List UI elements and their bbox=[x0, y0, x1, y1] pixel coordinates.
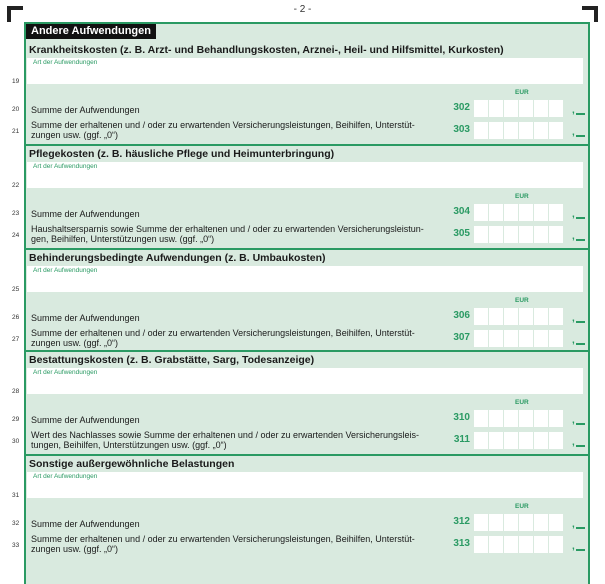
digit-box[interactable] bbox=[534, 204, 548, 221]
field-code: 313 bbox=[453, 538, 470, 549]
digit-box[interactable] bbox=[519, 330, 533, 347]
amount-input[interactable] bbox=[474, 308, 563, 325]
line-number: 27 bbox=[12, 336, 20, 343]
amount-input[interactable] bbox=[474, 330, 563, 347]
digit-box[interactable] bbox=[549, 100, 563, 117]
digit-box[interactable] bbox=[534, 432, 548, 449]
row-label: Summe der Aufwendungen bbox=[31, 105, 140, 115]
digit-box[interactable] bbox=[474, 410, 488, 427]
digit-box[interactable] bbox=[489, 410, 503, 427]
digit-box[interactable] bbox=[534, 100, 548, 117]
art-label: Art der Aufwendungen bbox=[30, 162, 100, 171]
digit-box[interactable] bbox=[474, 514, 488, 531]
digit-box[interactable] bbox=[534, 330, 548, 347]
row-label: Summe der erhaltenen und / oder zu erwartenden Versicherungsleistungen, Beihilfen, Unterstüt- zungen usw. (ggf. „0“) bbox=[31, 120, 415, 140]
digit-box[interactable] bbox=[519, 514, 533, 531]
cents-dash bbox=[576, 239, 585, 241]
digit-box[interactable] bbox=[474, 536, 488, 553]
digit-box[interactable] bbox=[489, 432, 503, 449]
amount-input[interactable] bbox=[474, 514, 563, 531]
line-number: 32 bbox=[12, 520, 20, 527]
decimal-comma: , bbox=[572, 209, 575, 220]
digit-box[interactable] bbox=[504, 330, 518, 347]
row-label: Summe der erhaltenen und / oder zu erwartenden Versicherungsleistungen, Beihilfen, Unterstüt- zungen usw. (ggf. „0“) bbox=[31, 534, 415, 554]
digit-box[interactable] bbox=[504, 536, 518, 553]
digit-box[interactable] bbox=[519, 226, 533, 243]
row-label: Wert des Nachlasses sowie Summe der erhaltenen und / oder zu erwartenden Versicherungsleis- tungen, Beihilfen, Unterstützungen usw. (ggf. „0“) bbox=[31, 430, 420, 450]
digit-box[interactable] bbox=[504, 410, 518, 427]
cents-dash bbox=[576, 321, 585, 323]
amount-input[interactable] bbox=[474, 432, 563, 449]
cents-dash bbox=[576, 135, 585, 137]
amount-input[interactable] bbox=[474, 536, 563, 553]
eur-label: EUR bbox=[515, 193, 529, 200]
art-input-row[interactable] bbox=[27, 368, 583, 394]
field-code: 305 bbox=[453, 228, 470, 239]
digit-box[interactable] bbox=[489, 122, 503, 139]
digit-box[interactable] bbox=[489, 308, 503, 325]
eur-label: EUR bbox=[515, 399, 529, 406]
digit-box[interactable] bbox=[534, 514, 548, 531]
row-label: Summe der Aufwendungen bbox=[31, 519, 140, 529]
digit-box[interactable] bbox=[534, 308, 548, 325]
decimal-comma: , bbox=[572, 127, 575, 138]
digit-box[interactable] bbox=[549, 308, 563, 325]
line-number: 22 bbox=[12, 182, 20, 189]
cents-dash bbox=[576, 527, 585, 529]
section-title: Behinderungsbedingte Aufwendungen (z. B. Umbaukosten) bbox=[29, 252, 326, 264]
digit-box[interactable] bbox=[519, 308, 533, 325]
line-number: 20 bbox=[12, 106, 20, 113]
digit-box[interactable] bbox=[504, 122, 518, 139]
cents-dash bbox=[576, 549, 585, 551]
art-label: Art der Aufwendungen bbox=[30, 368, 100, 377]
digit-box[interactable] bbox=[549, 204, 563, 221]
digit-box[interactable] bbox=[549, 122, 563, 139]
field-code: 312 bbox=[453, 516, 470, 527]
line-number: 31 bbox=[12, 492, 20, 499]
decimal-comma: , bbox=[572, 335, 575, 346]
field-code: 307 bbox=[453, 332, 470, 343]
art-label: Art der Aufwendungen bbox=[30, 472, 100, 481]
field-code: 303 bbox=[453, 124, 470, 135]
digit-box[interactable] bbox=[534, 226, 548, 243]
art-label: Art der Aufwendungen bbox=[30, 58, 100, 67]
digit-box[interactable] bbox=[489, 330, 503, 347]
decimal-comma: , bbox=[572, 519, 575, 530]
decimal-comma: , bbox=[572, 541, 575, 552]
row-label: Summe der Aufwendungen bbox=[31, 209, 140, 219]
field-code: 302 bbox=[453, 102, 470, 113]
digit-box[interactable] bbox=[504, 100, 518, 117]
digit-box[interactable] bbox=[519, 432, 533, 449]
line-number: 30 bbox=[12, 438, 20, 445]
form-section bbox=[12, 146, 590, 248]
section-title: Sonstige außergewöhnliche Belastungen bbox=[29, 458, 235, 470]
eur-label: EUR bbox=[515, 297, 529, 304]
row-label: Haushaltsersparnis sowie Summe der erhaltenen und / oder zu erwartenden Versicherungsleistun- gen, Beihilfen, Unterstützungen usw. (ggf. „0“) bbox=[31, 224, 424, 244]
row-label: Summe der Aufwendungen bbox=[31, 415, 140, 425]
digit-box[interactable] bbox=[504, 514, 518, 531]
digit-box[interactable] bbox=[474, 204, 488, 221]
digit-box[interactable] bbox=[504, 226, 518, 243]
decimal-comma: , bbox=[572, 313, 575, 324]
form-section bbox=[12, 42, 590, 144]
digit-box[interactable] bbox=[474, 226, 488, 243]
cents-dash bbox=[576, 445, 585, 447]
digit-box[interactable] bbox=[489, 100, 503, 117]
digit-box[interactable] bbox=[504, 432, 518, 449]
digit-box[interactable] bbox=[474, 122, 488, 139]
digit-box[interactable] bbox=[519, 204, 533, 221]
amount-input[interactable] bbox=[474, 204, 563, 221]
cents-dash bbox=[576, 423, 585, 425]
field-code: 311 bbox=[453, 434, 470, 445]
line-number: 29 bbox=[12, 416, 20, 423]
digit-box[interactable] bbox=[549, 330, 563, 347]
field-code: 304 bbox=[453, 206, 470, 217]
art-input-row[interactable] bbox=[27, 266, 583, 292]
form-section bbox=[12, 250, 590, 352]
art-input-row[interactable] bbox=[27, 162, 583, 188]
eur-label: EUR bbox=[515, 503, 529, 510]
decimal-comma: , bbox=[572, 437, 575, 448]
amount-input[interactable] bbox=[474, 100, 563, 117]
art-input-row[interactable] bbox=[27, 472, 583, 498]
art-input-row[interactable] bbox=[27, 58, 583, 84]
digit-box[interactable] bbox=[504, 308, 518, 325]
form-section bbox=[12, 456, 590, 558]
line-number: 21 bbox=[12, 128, 20, 135]
cents-dash bbox=[576, 343, 585, 345]
digit-box[interactable] bbox=[474, 308, 488, 325]
amount-input[interactable] bbox=[474, 410, 563, 427]
digit-box[interactable] bbox=[534, 410, 548, 427]
section-title: Pflegekosten (z. B. häusliche Pflege und Heimunterbringung) bbox=[29, 148, 335, 160]
line-number: 28 bbox=[12, 388, 20, 395]
digit-box[interactable] bbox=[489, 226, 503, 243]
digit-box[interactable] bbox=[519, 122, 533, 139]
line-number: 19 bbox=[12, 78, 20, 85]
page-number: - 2 - bbox=[293, 4, 312, 15]
row-label: Summe der Aufwendungen bbox=[31, 313, 140, 323]
amount-input[interactable] bbox=[474, 122, 563, 139]
digit-box[interactable] bbox=[504, 204, 518, 221]
digit-box[interactable] bbox=[534, 536, 548, 553]
line-number: 25 bbox=[12, 286, 20, 293]
corner-mark-left bbox=[7, 6, 23, 22]
cents-dash bbox=[576, 113, 585, 115]
cents-dash bbox=[576, 217, 585, 219]
digit-box[interactable] bbox=[549, 536, 563, 553]
corner-mark-right bbox=[582, 6, 598, 22]
digit-box[interactable] bbox=[534, 122, 548, 139]
decimal-comma: , bbox=[572, 105, 575, 116]
eur-label: EUR bbox=[515, 89, 529, 96]
digit-box[interactable] bbox=[489, 536, 503, 553]
digit-box[interactable] bbox=[549, 432, 563, 449]
digit-box[interactable] bbox=[549, 514, 563, 531]
digit-box[interactable] bbox=[489, 514, 503, 531]
decimal-comma: , bbox=[572, 415, 575, 426]
digit-box[interactable] bbox=[474, 100, 488, 117]
art-label: Art der Aufwendungen bbox=[30, 266, 100, 275]
digit-box[interactable] bbox=[474, 330, 488, 347]
form-section bbox=[12, 352, 590, 454]
decimal-comma: , bbox=[572, 231, 575, 242]
amount-input[interactable] bbox=[474, 226, 563, 243]
digit-box[interactable] bbox=[489, 204, 503, 221]
row-label: Summe der erhaltenen und / oder zu erwartenden Versicherungsleistungen, Beihilfen, Unterstüt- zungen usw. (ggf. „0“) bbox=[31, 328, 415, 348]
field-code: 310 bbox=[453, 412, 470, 423]
section-title: Krankheitskosten (z. B. Arzt- und Behandlungskosten, Arznei-, Heil- und Hilfsmittel, Kurkosten) bbox=[29, 44, 504, 56]
field-code: 306 bbox=[453, 310, 470, 321]
digit-box[interactable] bbox=[519, 100, 533, 117]
line-number: 33 bbox=[12, 542, 20, 549]
digit-box[interactable] bbox=[519, 536, 533, 553]
line-number: 24 bbox=[12, 232, 20, 239]
digit-box[interactable] bbox=[474, 432, 488, 449]
digit-box[interactable] bbox=[549, 226, 563, 243]
digit-box[interactable] bbox=[549, 410, 563, 427]
digit-box[interactable] bbox=[519, 410, 533, 427]
section-header: Andere Aufwendungen bbox=[26, 24, 156, 39]
section-title: Bestattungskosten (z. B. Grabstätte, Sarg, Todesanzeige) bbox=[29, 354, 315, 366]
line-number: 26 bbox=[12, 314, 20, 321]
line-number: 23 bbox=[12, 210, 20, 217]
